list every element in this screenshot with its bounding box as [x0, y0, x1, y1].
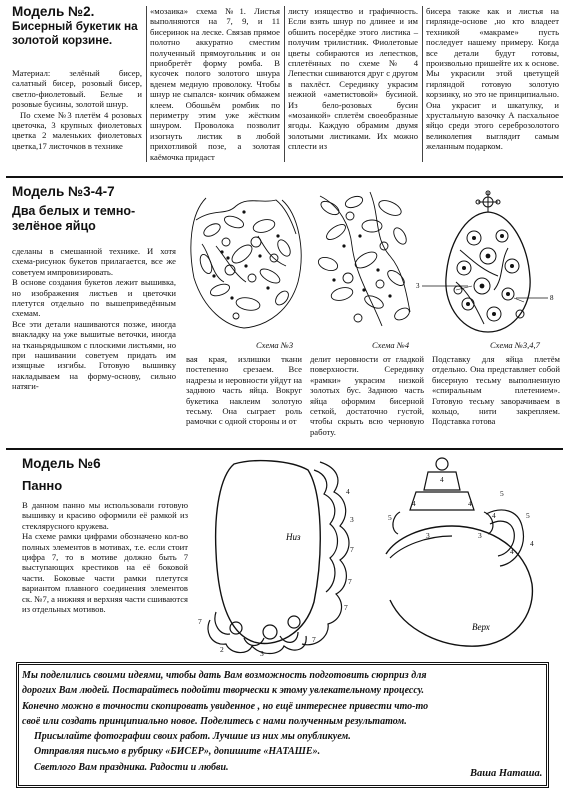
svg-text:3: 3 [416, 282, 420, 290]
frame-count: 4 [412, 499, 416, 508]
materials-paragraph: Материал: зелёный бисер, салатный бисер, розовый бисер, светло-фиолетовый. Белые и розовые бусины, золотой шнур. [12, 68, 142, 110]
model-347-column-1 [12, 246, 176, 392]
model-2-col4-text: бисера также как и листья на гирлянде-основе ,но кто владеет техникой «макраме» пусть последует нашему примеру. Когда все детали будут готовы, произвольно пришейте их к основе. Мы украсили этой цветущей гирляндой готовую золотую корзинку, но это не принципиально. Она украсит и шкатулку, и хрустальную вазочку А пасхальное яйцо среди этого сереброзолотого великолепия выглядит самым желанным подарком. [426, 6, 559, 152]
panel-label-top: Верх [472, 622, 490, 632]
frame-count: 7 [348, 577, 352, 586]
model-6-text [22, 500, 188, 614]
column-divider [422, 6, 423, 162]
model-347-title: Модель №3-4-7 [12, 184, 115, 199]
model-2-column-1 [12, 68, 142, 151]
model-6-p1: В данном панно мы использовали готовую вышивку и красиво оформили её рамкой из стеклярусного кружева. [22, 500, 188, 531]
model-347-col2-text: вая края, излишки ткани постепенно срезаем. Все надрезы и неровности уйдут на заднюю часть яйца. Вокруг букетика наклеим золотую тесьму. Она сыграет роль рамочки с одной стороны и от [186, 354, 302, 427]
frame-count: 5 [388, 513, 392, 522]
frame-count: 5 [500, 489, 504, 498]
closing-line: Отправляя письмо в рубрику «БИСЕР», допишите «НАТАШЕ». [34, 746, 321, 758]
model-347-col3-text: делит неровности от гладкой поверхности. Серединку «рамки» украсим низкой золотых бус. Заднюю часть яйца оформим бисерной сеткой, достаточно густой, чтобы скрыть всю черновую работу. [310, 354, 424, 437]
scheme-paragraph: По схеме №3 плетём 4 розовых цветочка, 3 крупных фиолетовых цветка 2 маленьких фиолетовых цветка,17 листочков в технике [12, 109, 142, 151]
model-2-title: Модель №2. [12, 4, 95, 19]
scheme-3-illustration [186, 186, 306, 336]
column-divider [284, 6, 285, 162]
frame-count: 5 [526, 511, 530, 520]
model-347-column-4 [432, 354, 560, 427]
scheme-347-caption: Схема №3,4,7 [490, 340, 540, 350]
model-6-title: Модель №6 [22, 456, 101, 471]
signature: Ваша Наташа. [470, 768, 543, 779]
svg-text:8: 8 [550, 294, 554, 302]
panel-frame-top-scheme [382, 454, 562, 654]
panel-frame-bottom-scheme [190, 452, 380, 657]
frame-count: 7 [198, 617, 202, 626]
model-347-subtitle: Два белых и темно-зелёное яйцо [12, 204, 136, 233]
frame-count: 7 [350, 545, 354, 554]
frame-count: 2 [220, 645, 224, 654]
closing-line: Конечно можно в точности скопировать увиденное , но ещё интереснее привести что-то [22, 700, 429, 712]
model-347-column-3 [310, 354, 424, 437]
model-347-p2: В основе создания букетов лежит вышивка, но изображения листьев и цветочки плетутся отдельно по вышеприведённым схемам. [12, 277, 176, 319]
frame-count: 4 [510, 547, 514, 556]
frame-count: 4 [440, 475, 444, 484]
panel-label-bottom: Низ [286, 532, 301, 542]
model-2-column-3 [288, 6, 418, 152]
column-divider [146, 6, 147, 162]
closing-message-text [22, 668, 544, 775]
model-347-p1: сделаны в смешанной технике. И хотя схема-рисунок букетов прилагается, все же советуем импровизировать. [12, 246, 176, 277]
model-347-p3: Все эти детали нашиваются позже, иногда внакладку на уже вышитые веточки, иногда на тканьрядышком с плоскими листьями, но при нашивании советуем придать им изящные изгибы. Готовую вышивку накладываем на форму-основу, сильно натяги- [12, 318, 176, 392]
closing-line: своё или создать принципиально новое. Поделитесь с нами полученным результатом. [22, 715, 407, 727]
closing-line: Светлого Вам праздника. Радости и любви. [34, 761, 229, 773]
frame-count: 7 [344, 603, 348, 612]
model-2-column-2 [150, 6, 280, 162]
scheme-4-caption: Схема №4 [372, 340, 410, 350]
closing-line: дорогих Вам людей. Постарайтесь подойти творчески к этому увлекательному процессу. [22, 685, 425, 697]
model-347-column-2 [186, 354, 302, 427]
frame-count: 3 [478, 531, 482, 540]
frame-count: 4 [492, 511, 496, 520]
section-divider [6, 176, 563, 178]
model-6-p2: На схеме рамки цифрами обозначено кол-во полных элементов в мотивах, т.е. если стоит цифра 7, то в мотиве должно быть 7 выступающих крестиков на её боковой части. Боковые части рамки плетутся вариантом плавного соединения элементов ск. №7, а нижняя и верхняя части сшиваются из отдельных мотивов. [22, 531, 188, 615]
model-2-subtitle: Бисерный букетик на золотой корзине. [12, 19, 138, 47]
frame-count: 4 [530, 539, 534, 548]
model-2-col2-text: «мозаика» схема №1. Листья выполняются на 7, 9, и 11 бисеринок на леске. Связав прямое полотно аккуратно сместим полученный прямоугольник и он приобретёт форму ромба. В кусочек полого золотого шнура вденем медную проволоку. Чтобы шнур не сыпался- кончик обмажем клеем. Обошьём ромбик по периметру этим уже жёстким шнуром. Проволока позволит изогнуть листик в любой прихотливой позе, а золотая каёмочка придаст [150, 6, 280, 162]
closing-line: Присылайте фотографии своих работ. Лучшие из них мы опубликуем. [34, 731, 351, 743]
scheme-3-caption: Схема №3 [256, 340, 294, 350]
model-347-col4-text: Подставку для яйца плетём отдельно. Она представляет собой бисерную тесьму выполненную «спиральным плетением». Готовую тесьму заворачиваем в кольцо, нити закрепляем. Подставка готова [432, 354, 560, 427]
frame-count: 7 [312, 635, 316, 644]
scheme-4-illustration [310, 186, 420, 331]
frame-count: 3 [426, 531, 430, 540]
frame-count: 3 [350, 515, 354, 524]
frame-count: 4 [468, 499, 472, 508]
scheme-347-egg-illustration [412, 190, 562, 340]
frame-count: 4 [346, 487, 350, 496]
model-6-subtitle: Панно [22, 478, 63, 493]
model-2-col3-text: листу изящество и графичность. Если взять шнур по длинее и им обшить посерёдке этого листика – получим трилистник. Фиолетовые цветы собираются из лепестков, сплетённых по схеме № 4 Лепестки сшиваются друг с другом в пахлёст. Серединку украсим нежной «аметистовой» бусиной. Из бело-розовых бусин «мозаикой» сплетём своеобразные ягоды. Каждую обрамим двумя золотыми листиками. Их можно сплести из [288, 6, 418, 152]
model-2-column-4 [426, 6, 559, 152]
section-divider [6, 448, 563, 450]
frame-count: 3 [260, 649, 264, 658]
closing-line: Мы поделились своими идеями, чтобы дать Вам возможность подготовить сюрприз для [22, 670, 427, 681]
